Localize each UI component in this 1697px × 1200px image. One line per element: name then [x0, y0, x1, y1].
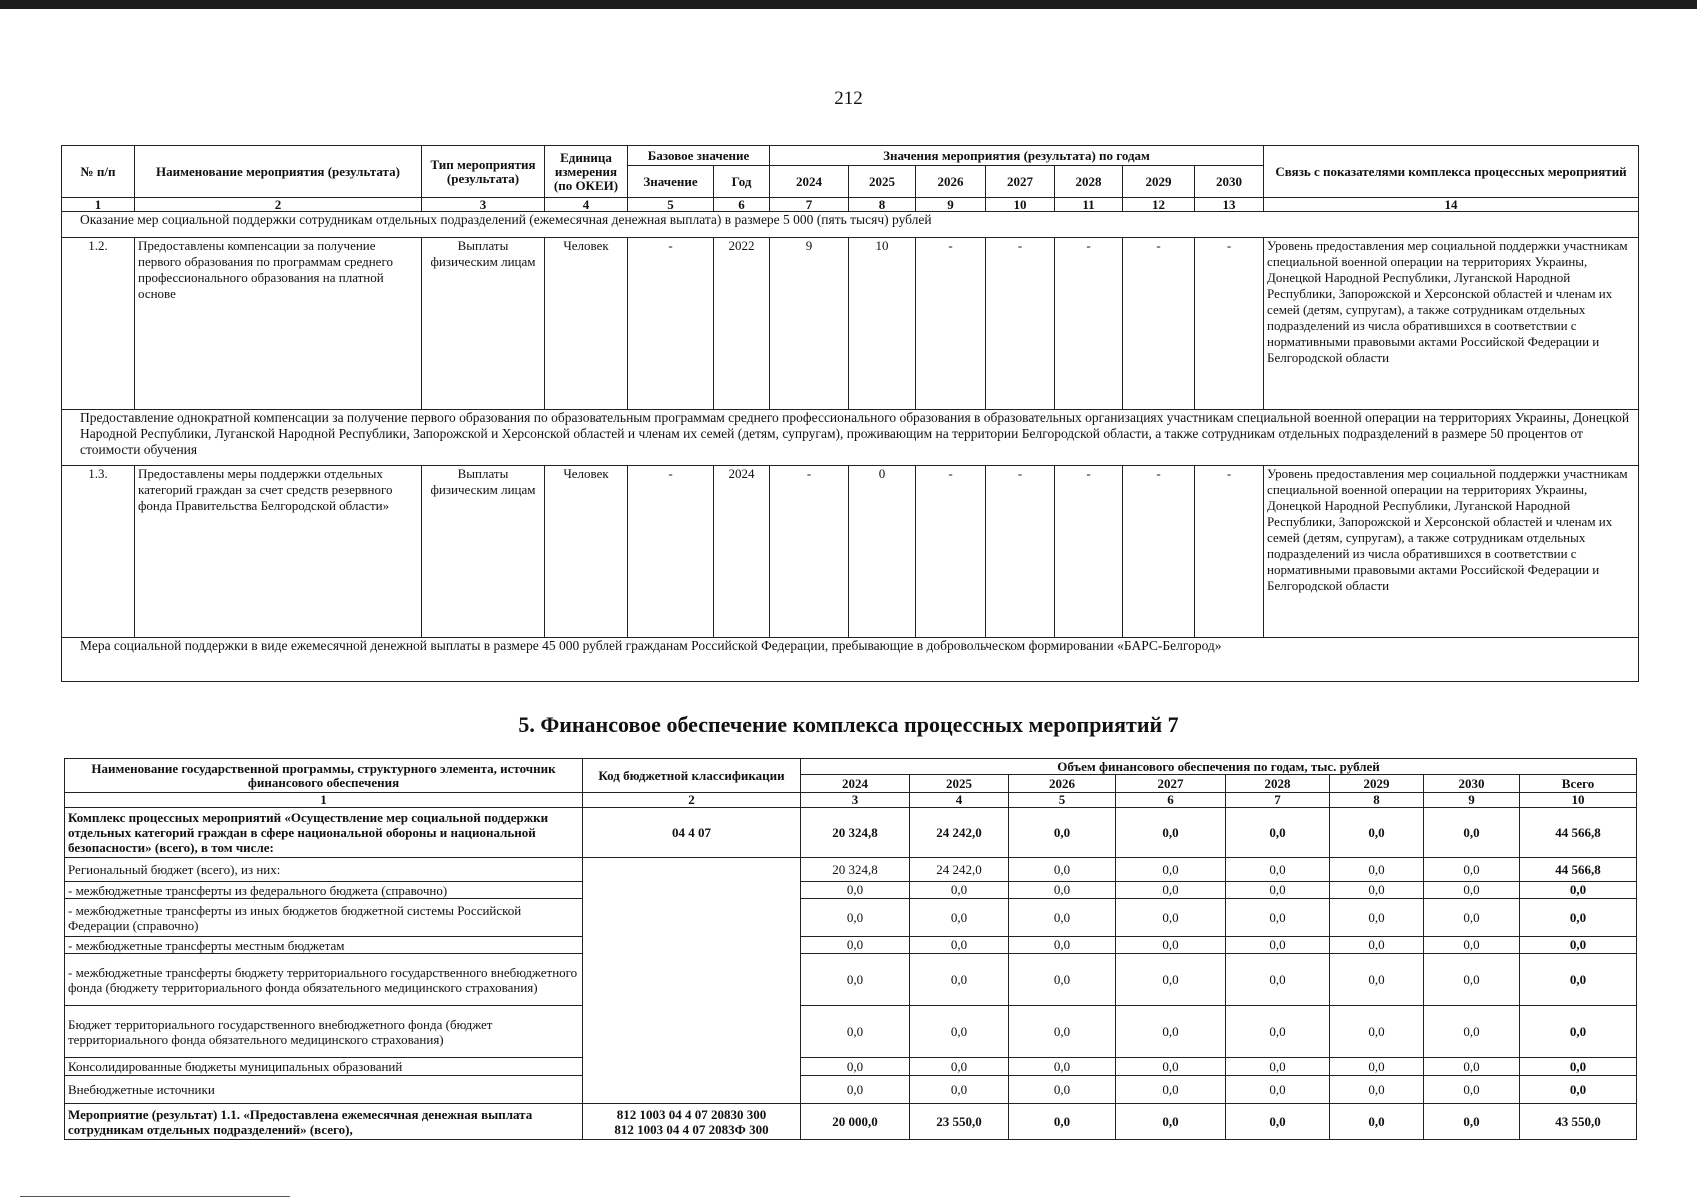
- year-value: 0,0: [1226, 1076, 1330, 1104]
- year-value: 0,0: [1424, 882, 1520, 899]
- row-value: -: [1055, 238, 1123, 410]
- activities-table: [61, 145, 1639, 682]
- col-number: 8: [1330, 793, 1424, 808]
- year-value: 0,0: [1009, 882, 1116, 899]
- col-number: 9: [1424, 793, 1520, 808]
- year-value: 0,0: [801, 882, 910, 899]
- col-number: 3: [801, 793, 910, 808]
- row-base-year: 2022: [714, 238, 770, 410]
- header-base-year: Год: [714, 166, 770, 198]
- year-value: 0,0: [801, 937, 910, 954]
- col-number: 14: [1264, 198, 1639, 212]
- year-value: 0,0: [1116, 899, 1226, 937]
- row-base-year: 2024: [714, 466, 770, 638]
- row-name: Предоставлены компенсации за получение первого образования по программам среднего профессионального образования на платной основе: [135, 238, 422, 410]
- year-value: 0,0: [801, 1076, 910, 1104]
- year-value: 0,0: [1009, 954, 1116, 1006]
- header-year: 2028: [1055, 166, 1123, 198]
- row-unit: Человек: [545, 466, 628, 638]
- year-value: 20 000,0: [801, 1104, 910, 1140]
- row-value: -: [1195, 466, 1264, 638]
- year-value: 0,0: [1116, 1058, 1226, 1076]
- total-value: 0,0: [1520, 899, 1637, 937]
- col-number: 6: [714, 198, 770, 212]
- row-unit: Человек: [545, 238, 628, 410]
- top-edge-bar: [0, 0, 1697, 9]
- total-value: 0,0: [1520, 1058, 1637, 1076]
- budget-code: 04 4 07: [583, 808, 801, 858]
- total-value: 44 566,8: [1520, 858, 1637, 882]
- total-value: 0,0: [1520, 882, 1637, 899]
- year-value: 0,0: [1116, 1006, 1226, 1058]
- year-value: 0,0: [1330, 1076, 1424, 1104]
- col-number: 4: [545, 198, 628, 212]
- row-value: -: [1055, 466, 1123, 638]
- row-value: -: [916, 238, 986, 410]
- header-years-group: Значения мероприятия (результата) по годам: [770, 146, 1264, 166]
- year-value: 0,0: [1226, 1006, 1330, 1058]
- year-value: 0,0: [1424, 1076, 1520, 1104]
- year-value: 0,0: [1330, 954, 1424, 1006]
- col-number: 8: [849, 198, 916, 212]
- section-title: 5. Финансовое обеспечение комплекса процессных мероприятий 7: [518, 712, 1179, 737]
- row-num: 1.3.: [62, 466, 135, 638]
- total-value: 0,0: [1520, 1076, 1637, 1104]
- year-value: 24 242,0: [910, 858, 1009, 882]
- year-value: 24 242,0: [910, 808, 1009, 858]
- col-number: 7: [770, 198, 849, 212]
- year-value: 0,0: [1226, 808, 1330, 858]
- header-name: Наименование мероприятия (результата): [135, 146, 422, 198]
- year-value: 0,0: [1226, 1058, 1330, 1076]
- table-row-label: - межбюджетные трансферты бюджету территориального государственного внебюджетного фонда (бюджету территориального фонда обязательного медицинского страхования): [65, 954, 583, 1006]
- table-row-label: - межбюджетные трансферты из иных бюджетов бюджетной системы Российской Федерации (справочно): [65, 899, 583, 937]
- row-value: -: [986, 238, 1055, 410]
- col-number: 2: [135, 198, 422, 212]
- col-number: 1: [62, 198, 135, 212]
- year-value: 0,0: [910, 899, 1009, 937]
- table-row-label: Мероприятие (результат) 1.1. «Предоставлена ежемесячная денежная выплата сотрудникам отдельных подразделений» (всего),: [65, 1104, 583, 1140]
- year-value: 0,0: [1424, 858, 1520, 882]
- table-row-label: Консолидированные бюджеты муниципальных образований: [65, 1058, 583, 1076]
- year-value: 0,0: [801, 954, 910, 1006]
- year-value: 0,0: [1009, 899, 1116, 937]
- year-value: 0,0: [1424, 1006, 1520, 1058]
- year-value: 0,0: [1009, 1006, 1116, 1058]
- row-type: Выплаты физическим лицам: [422, 466, 545, 638]
- col-number: 13: [1195, 198, 1264, 212]
- col-number: 6: [1116, 793, 1226, 808]
- year-value: 0,0: [1424, 937, 1520, 954]
- year-value: 20 324,8: [801, 858, 910, 882]
- year-value: 0,0: [1424, 954, 1520, 1006]
- col-number: 3: [422, 198, 545, 212]
- footer-rule: [20, 1196, 290, 1197]
- year-value: 0,0: [1226, 937, 1330, 954]
- year-value: 23 550,0: [910, 1104, 1009, 1140]
- col-number: 1: [65, 793, 583, 808]
- header-total: Всего: [1520, 775, 1637, 793]
- year-value: 0,0: [1424, 808, 1520, 858]
- header-year: 2025: [849, 166, 916, 198]
- year-value: 0,0: [910, 1058, 1009, 1076]
- year-value: 0,0: [1116, 937, 1226, 954]
- header-type: Тип мероприятия (результата): [422, 146, 545, 198]
- year-value: 0,0: [1330, 882, 1424, 899]
- col-number: 4: [910, 793, 1009, 808]
- table-row-label: - межбюджетные трансферты из федерального бюджета (справочно): [65, 882, 583, 899]
- header-name: Наименование государственной программы, структурного элемента, источник финансового обеспечения: [65, 759, 583, 793]
- header-year: 2027: [986, 166, 1055, 198]
- header-base: Базовое значение: [628, 146, 770, 166]
- table-row-label: Региональный бюджет (всего), из них:: [65, 858, 583, 882]
- year-value: 0,0: [801, 1006, 910, 1058]
- header-year: 2030: [1424, 775, 1520, 793]
- table-row-label: Внебюджетные источники: [65, 1076, 583, 1104]
- row-name: Предоставлены меры поддержки отдельных категорий граждан за счет средств резервного фонда Правительства Белгородской области»: [135, 466, 422, 638]
- table-row-label: - межбюджетные трансферты местным бюджетам: [65, 937, 583, 954]
- row-value: -: [1123, 466, 1195, 638]
- col-number: 9: [916, 198, 986, 212]
- total-value: 44 566,8: [1520, 808, 1637, 858]
- year-value: 0,0: [1116, 954, 1226, 1006]
- header-unit: Единица измерения (по ОКЕИ): [545, 146, 628, 198]
- year-value: 0,0: [910, 1006, 1009, 1058]
- col-number: 11: [1055, 198, 1123, 212]
- header-code: Код бюджетной классификации: [583, 759, 801, 793]
- header-year: 2027: [1116, 775, 1226, 793]
- year-value: 0,0: [1226, 899, 1330, 937]
- col-number: 10: [986, 198, 1055, 212]
- year-value: 0,0: [1116, 882, 1226, 899]
- year-value: 0,0: [1009, 1058, 1116, 1076]
- row-link: Уровень предоставления мер социальной поддержки участникам специальной военной операции на территориях Украины, Донецкой Народной Республики, Луганской Народной Республики, Запорожской и Херсонской областей и членам их семей (детям, супругам), а также сотрудникам отдельных подразделений из числа обратившихся в соответствии с нормативными правовыми актами Российской Федерации и Белгородской области: [1264, 466, 1639, 638]
- year-value: 0,0: [1330, 937, 1424, 954]
- budget-code: 812 1003 04 4 07 20830 300 812 1003 04 4 07 2083Ф 300: [583, 1104, 801, 1140]
- row-value: -: [986, 466, 1055, 638]
- year-value: 0,0: [1424, 899, 1520, 937]
- row-link: Уровень предоставления мер социальной поддержки участникам специальной военной операции на территориях Украины, Донецкой Народной Республики, Луганской Народной Республики, Запорожской и Херсонской областей и членам их семей (детям, супругам), а также сотрудникам отдельных подразделений из числа обратившихся в соответствии с нормативными правовыми актами Российской Федерации и Белгородской области: [1264, 238, 1639, 410]
- row-value: -: [916, 466, 986, 638]
- year-value: 0,0: [1330, 808, 1424, 858]
- year-value: 0,0: [1009, 808, 1116, 858]
- header-year: 2028: [1226, 775, 1330, 793]
- budget-code-empty: [583, 858, 801, 1104]
- row-type: Выплаты физическим лицам: [422, 238, 545, 410]
- header-year: 2024: [801, 775, 910, 793]
- header-year: 2030: [1195, 166, 1264, 198]
- year-value: 0,0: [1116, 1104, 1226, 1140]
- row-value: -: [1123, 238, 1195, 410]
- header-base-value: Значение: [628, 166, 714, 198]
- year-value: 0,0: [801, 899, 910, 937]
- year-value: 0,0: [1424, 1104, 1520, 1140]
- section-row: Мера социальной поддержки в виде ежемесячной денежной выплаты в размере 45 000 рублей гражданам Российской Федерации, пребывающие в добровольческом формировании «БАРС-Белгород»: [62, 638, 1639, 682]
- year-value: 0,0: [1226, 1104, 1330, 1140]
- year-value: 0,0: [1009, 1104, 1116, 1140]
- header-year: 2026: [916, 166, 986, 198]
- year-value: 20 324,8: [801, 808, 910, 858]
- header-link: Связь с показателями комплекса процессных мероприятий: [1264, 146, 1639, 198]
- year-value: 0,0: [910, 937, 1009, 954]
- total-value: 43 550,0: [1520, 1104, 1637, 1140]
- year-value: 0,0: [1226, 954, 1330, 1006]
- row-value: 10: [849, 238, 916, 410]
- header-year: 2026: [1009, 775, 1116, 793]
- col-number: 5: [628, 198, 714, 212]
- header-volume: Объем финансового обеспечения по годам, тыс. рублей: [801, 759, 1637, 775]
- row-value: 9: [770, 238, 849, 410]
- year-value: 0,0: [1330, 858, 1424, 882]
- year-value: 0,0: [1330, 1058, 1424, 1076]
- year-value: 0,0: [1226, 882, 1330, 899]
- total-value: 0,0: [1520, 937, 1637, 954]
- table-row-label: Бюджет территориального государственного внебюджетного фонда (бюджет территориального фонда обязательного медицинского страхования): [65, 1006, 583, 1058]
- row-base-value: -: [628, 238, 714, 410]
- year-value: 0,0: [1116, 808, 1226, 858]
- year-value: 0,0: [1330, 1006, 1424, 1058]
- row-value: 0: [849, 466, 916, 638]
- year-value: 0,0: [1116, 858, 1226, 882]
- col-number: 10: [1520, 793, 1637, 808]
- col-number: 7: [1226, 793, 1330, 808]
- header-year: 2025: [910, 775, 1009, 793]
- header-num: № п/п: [62, 146, 135, 198]
- year-value: 0,0: [801, 1058, 910, 1076]
- section-row: Оказание мер социальной поддержки сотрудникам отдельных подразделений (ежемесячная денежная выплата) в размере 5 000 (пять тысяч) рублей: [62, 212, 1639, 238]
- year-value: 0,0: [1424, 1058, 1520, 1076]
- total-value: 0,0: [1520, 1006, 1637, 1058]
- year-value: 0,0: [910, 1076, 1009, 1104]
- year-value: 0,0: [1330, 899, 1424, 937]
- total-value: 0,0: [1520, 954, 1637, 1006]
- header-year: 2029: [1330, 775, 1424, 793]
- year-value: 0,0: [910, 882, 1009, 899]
- table-row-label: Комплекс процессных мероприятий «Осуществление мер социальной поддержки отдельных категорий граждан в сфере национальной обороны и национальной безопасности» (всего), в том числе:: [65, 808, 583, 858]
- year-value: 0,0: [1330, 1104, 1424, 1140]
- section-row: Предоставление однократной компенсации за получение первого образования по образовательным программам среднего профессионального образования в образовательных организациях участникам специальной военной операции на территориях Украины, Донецкой Народной Республики, Луганской Народной Республики, Запорожской и Херсонской областей и членам их семей (детям, супругам), проживающим на территории Белгородской области, а также сотрудникам отдельных подразделений в размере 50 процентов от стоимости обучения: [62, 410, 1639, 466]
- col-number: 5: [1009, 793, 1116, 808]
- year-value: 0,0: [1009, 1076, 1116, 1104]
- col-number: 2: [583, 793, 801, 808]
- year-value: 0,0: [1009, 858, 1116, 882]
- row-value: -: [1195, 238, 1264, 410]
- row-base-value: -: [628, 466, 714, 638]
- row-value: -: [770, 466, 849, 638]
- row-num: 1.2.: [62, 238, 135, 410]
- financing-table: [64, 758, 1637, 1140]
- col-number: 12: [1123, 198, 1195, 212]
- year-value: 0,0: [910, 954, 1009, 1006]
- header-year: 2024: [770, 166, 849, 198]
- page-number: 212: [834, 88, 863, 109]
- year-value: 0,0: [1009, 937, 1116, 954]
- header-year: 2029: [1123, 166, 1195, 198]
- year-value: 0,0: [1226, 858, 1330, 882]
- year-value: 0,0: [1116, 1076, 1226, 1104]
